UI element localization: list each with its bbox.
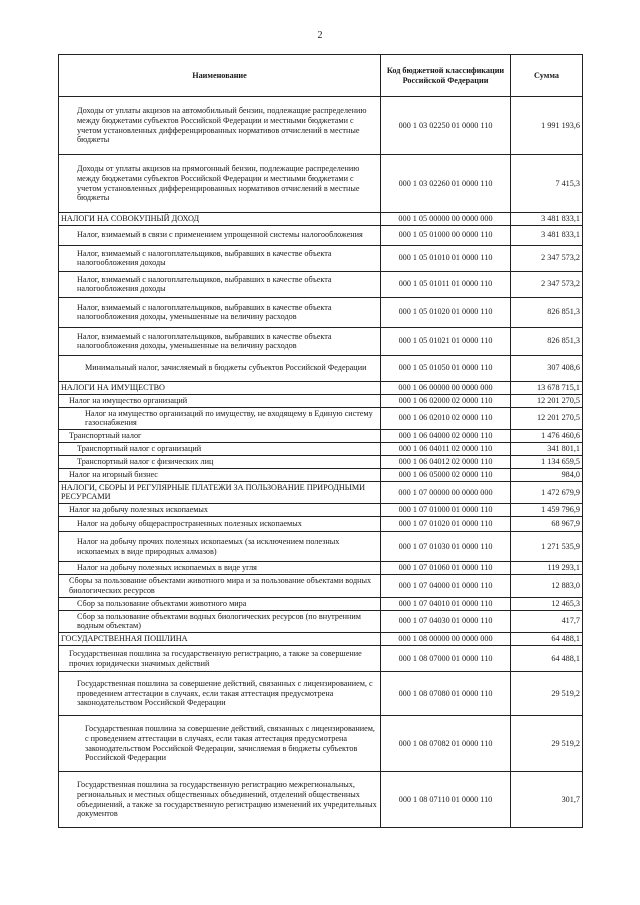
cell-name: Транспортный налог xyxy=(59,430,381,443)
table-row xyxy=(59,245,583,271)
cell-code: 000 1 06 02000 02 0000 110 xyxy=(381,394,511,407)
cell-code: 000 1 07 01060 01 0000 110 xyxy=(381,562,511,575)
table-row xyxy=(59,327,583,355)
cell-name: НАЛОГИ НА ИМУЩЕСТВО xyxy=(59,381,381,394)
table-header-row xyxy=(59,55,583,97)
cell-code: 000 1 06 04012 02 0000 110 xyxy=(381,455,511,468)
cell-sum: 417,7 xyxy=(511,610,583,633)
table-row xyxy=(59,597,583,610)
cell-name: Государственная пошлина за государственную регистрацию, а также за совершение прочих юридически значимых действий xyxy=(59,646,381,672)
cell-code: 000 1 03 02250 01 0000 110 xyxy=(381,97,511,155)
cell-sum: 1 134 659,5 xyxy=(511,455,583,468)
cell-name: Доходы от уплаты акцизов на прямогонный бензин, подлежащие распределению между бюджетами субъектов Российской Федерации и местными бюджетами с учетом установленных дифференцированных нормативов отчислений в местные бюджеты xyxy=(59,155,381,213)
cell-name: Государственная пошлина за государственную регистрацию межрегиональных, региональных и местных общественных объединений, отделений общественных объединений, а также за государственную регистрацию изменений их учредительных документов xyxy=(59,772,381,828)
table-row xyxy=(59,381,583,394)
cell-code: 000 1 03 02260 01 0000 110 xyxy=(381,155,511,213)
table-row xyxy=(59,562,583,575)
cell-code: 000 1 05 01021 01 0000 110 xyxy=(381,327,511,355)
table-row xyxy=(59,672,583,716)
cell-sum: 301,7 xyxy=(511,772,583,828)
cell-name: НАЛОГИ, СБОРЫ И РЕГУЛЯРНЫЕ ПЛАТЕЖИ ЗА ПОЛЬЗОВАНИЕ ПРИРОДНЫМИ РЕСУРСАМИ xyxy=(59,481,381,504)
cell-code: 000 1 08 07080 01 0000 110 xyxy=(381,672,511,716)
cell-code: 000 1 05 01050 01 0000 110 xyxy=(381,355,511,381)
header-sum: Сумма xyxy=(511,55,583,97)
cell-sum: 29 519,2 xyxy=(511,716,583,772)
cell-name: Налог на добычу полезных ископаемых в виде угля xyxy=(59,562,381,575)
table-row xyxy=(59,772,583,828)
cell-code: 000 1 06 00000 00 0000 000 xyxy=(381,381,511,394)
cell-sum: 13 678 715,1 xyxy=(511,381,583,394)
table-row xyxy=(59,517,583,532)
cell-code: 000 1 07 01000 01 0000 110 xyxy=(381,504,511,517)
table-row xyxy=(59,213,583,226)
cell-sum: 984,0 xyxy=(511,468,583,481)
cell-code: 000 1 05 01011 01 0000 110 xyxy=(381,271,511,297)
cell-sum: 2 347 573,2 xyxy=(511,245,583,271)
cell-sum: 3 481 833,1 xyxy=(511,213,583,226)
cell-name: Налог, взимаемый с налогоплательщиков, выбравших в качестве объекта налогообложения доходы, уменьшенные на величину расходов xyxy=(59,297,381,327)
cell-name: Налог на игорный бизнес xyxy=(59,468,381,481)
table-row xyxy=(59,407,583,430)
table-row xyxy=(59,97,583,155)
cell-name: Налог на добычу общераспространенных полезных ископаемых xyxy=(59,517,381,532)
budget-table xyxy=(58,54,583,828)
header-name: Наименование xyxy=(59,55,381,97)
cell-code: 000 1 07 01030 01 0000 110 xyxy=(381,532,511,562)
table-row xyxy=(59,532,583,562)
cell-code: 000 1 05 01000 00 0000 110 xyxy=(381,225,511,245)
table-row xyxy=(59,481,583,504)
cell-code: 000 1 07 04010 01 0000 110 xyxy=(381,597,511,610)
cell-sum: 29 519,2 xyxy=(511,672,583,716)
cell-sum: 7 415,3 xyxy=(511,155,583,213)
cell-name: Транспортный налог с физических лиц xyxy=(59,455,381,468)
table-row xyxy=(59,297,583,327)
cell-name: Сбор за пользование объектами водных биологических ресурсов (по внутренним водным объектам) xyxy=(59,610,381,633)
header-code: Код бюджетной классификации Российской Федерации xyxy=(381,55,511,97)
table-row xyxy=(59,633,583,646)
cell-sum: 64 488,1 xyxy=(511,646,583,672)
cell-sum: 1 271 535,9 xyxy=(511,532,583,562)
cell-code: 000 1 08 00000 00 0000 000 xyxy=(381,633,511,646)
table-row xyxy=(59,646,583,672)
cell-name: Налог на имущество организаций по имуществу, не входящему в Единую систему газоснабжения xyxy=(59,407,381,430)
cell-name: Налог, взимаемый с налогоплательщиков, выбравших в качестве объекта налогообложения доходы xyxy=(59,245,381,271)
table-row xyxy=(59,610,583,633)
cell-name: Государственная пошлина за совершение действий, связанных с лицензированием, с проведением аттестации в случаях, если такая аттестация предусмотрена законодательством Российской Федерации xyxy=(59,672,381,716)
cell-code: 000 1 07 04000 01 0000 110 xyxy=(381,574,511,597)
cell-sum: 1 991 193,6 xyxy=(511,97,583,155)
cell-sum: 826 851,3 xyxy=(511,297,583,327)
cell-code: 000 1 08 07082 01 0000 110 xyxy=(381,716,511,772)
table-row xyxy=(59,574,583,597)
cell-code: 000 1 05 00000 00 0000 000 xyxy=(381,213,511,226)
cell-sum: 2 347 573,2 xyxy=(511,271,583,297)
table-row xyxy=(59,271,583,297)
cell-name: Транспортный налог с организаций xyxy=(59,443,381,456)
cell-sum: 341 801,1 xyxy=(511,443,583,456)
table-row xyxy=(59,394,583,407)
cell-sum: 12 201 270,5 xyxy=(511,394,583,407)
cell-code: 000 1 08 07110 01 0000 110 xyxy=(381,772,511,828)
cell-code: 000 1 05 01010 01 0000 110 xyxy=(381,245,511,271)
cell-sum: 119 293,1 xyxy=(511,562,583,575)
cell-sum: 12 883,0 xyxy=(511,574,583,597)
cell-sum: 1 476 460,6 xyxy=(511,430,583,443)
cell-sum: 12 465,3 xyxy=(511,597,583,610)
cell-name: Налог на добычу полезных ископаемых xyxy=(59,504,381,517)
cell-name: Сборы за пользование объектами животного мира и за пользование объектами водных биологических ресурсов xyxy=(59,574,381,597)
cell-code: 000 1 08 07000 01 0000 110 xyxy=(381,646,511,672)
cell-code: 000 1 06 05000 02 0000 110 xyxy=(381,468,511,481)
cell-sum: 3 481 833,1 xyxy=(511,225,583,245)
cell-sum: 12 201 270,5 xyxy=(511,407,583,430)
cell-name: Сбор за пользование объектами животного мира xyxy=(59,597,381,610)
cell-sum: 1 459 796,9 xyxy=(511,504,583,517)
cell-name: Налог, взимаемый в связи с применением упрощенной системы налогообложения xyxy=(59,225,381,245)
table-row xyxy=(59,468,583,481)
table-row xyxy=(59,504,583,517)
cell-name: ГОСУДАРСТВЕННАЯ ПОШЛИНА xyxy=(59,633,381,646)
table-row xyxy=(59,155,583,213)
cell-name: Налог, взимаемый с налогоплательщиков, выбравших в качестве объекта налогообложения доходы xyxy=(59,271,381,297)
cell-code: 000 1 06 02010 02 0000 110 xyxy=(381,407,511,430)
cell-code: 000 1 07 00000 00 0000 000 xyxy=(381,481,511,504)
table-row xyxy=(59,430,583,443)
page-number: 2 xyxy=(317,30,323,41)
cell-code: 000 1 06 04011 02 0000 110 xyxy=(381,443,511,456)
cell-name: Доходы от уплаты акцизов на автомобильный бензин, подлежащие распределению между бюджетами субъектов Российской Федерации и местными бюджетами с учетом установленных дифференцированных нормативов отчислений в местные бюджеты xyxy=(59,97,381,155)
cell-name: Государственная пошлина за совершение действий, связанных с лицензированием, с проведением аттестации в случаях, если такая аттестация предусмотрена законодательством Российской Федерации, зачисляемая в бюджеты субъектов Российской Федерации xyxy=(59,716,381,772)
cell-sum: 826 851,3 xyxy=(511,327,583,355)
cell-sum: 68 967,9 xyxy=(511,517,583,532)
table-row xyxy=(59,443,583,456)
table-row xyxy=(59,716,583,772)
cell-code: 000 1 06 04000 02 0000 110 xyxy=(381,430,511,443)
cell-sum: 1 472 679,9 xyxy=(511,481,583,504)
table-row xyxy=(59,225,583,245)
table-body xyxy=(59,97,583,828)
cell-name: НАЛОГИ НА СОВОКУПНЫЙ ДОХОД xyxy=(59,213,381,226)
cell-code: 000 1 05 01020 01 0000 110 xyxy=(381,297,511,327)
cell-name: Налог на добычу прочих полезных ископаемых (за исключением полезных ископаемых в виде природных алмазов) xyxy=(59,532,381,562)
table-row xyxy=(59,355,583,381)
cell-name: Налог на имущество организаций xyxy=(59,394,381,407)
cell-code: 000 1 07 04030 01 0000 110 xyxy=(381,610,511,633)
cell-name: Налог, взимаемый с налогоплательщиков, выбравших в качестве объекта налогообложения доходы, уменьшенные на величину расходов xyxy=(59,327,381,355)
cell-code: 000 1 07 01020 01 0000 110 xyxy=(381,517,511,532)
table-row xyxy=(59,455,583,468)
cell-name: Минимальный налог, зачисляемый в бюджеты субъектов Российской Федерации xyxy=(59,355,381,381)
cell-sum: 307 408,6 xyxy=(511,355,583,381)
cell-sum: 64 488,1 xyxy=(511,633,583,646)
